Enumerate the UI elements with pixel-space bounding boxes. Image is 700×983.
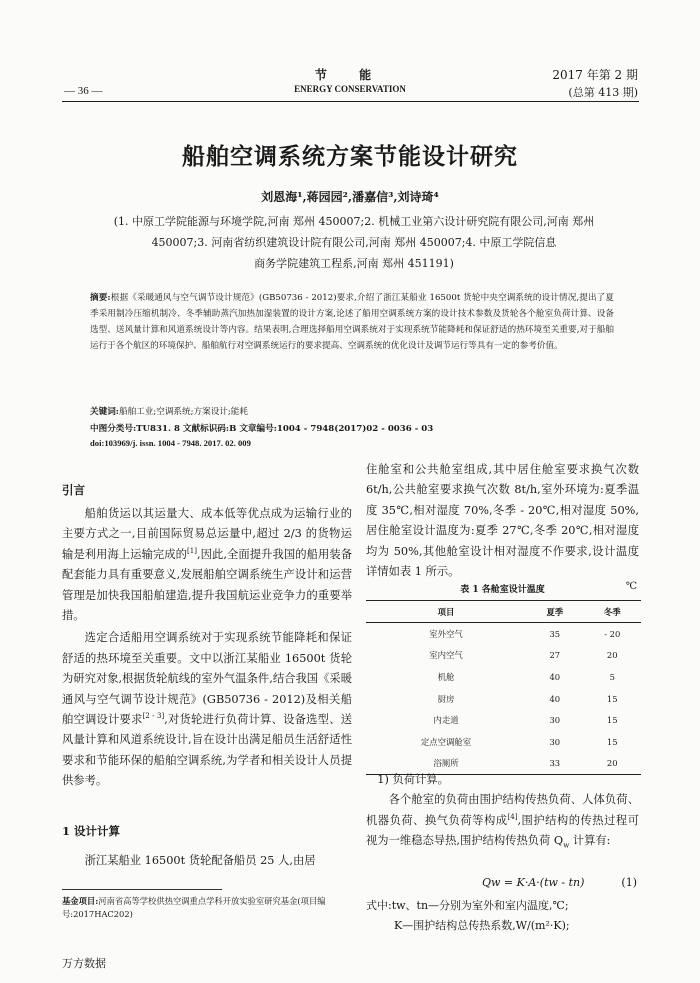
paragraph: 浙江某船业 16500t 货轮配备船员 25 人,由居 — [84, 854, 316, 867]
table-cell: 机舱 — [437, 671, 455, 682]
table-cell: 内走道 — [433, 715, 459, 726]
paragraph-text: ,因此,全面提升我国的船用装备配套能力具有重要意义,发展船舶空调系统生产设计和运营管理是加快我国船舶建造,提升我国航运业竞争力的重要举措。 — [62, 547, 352, 623]
table-cell: 15 — [606, 715, 618, 726]
table-cell: 定点空调舱室 — [420, 736, 472, 747]
doi: doi:103969/j. issn. 1004 - 7948. 2017. 02. 009 — [90, 438, 251, 448]
subscript: w — [563, 841, 570, 850]
paragraph-text: 计算有: — [569, 834, 611, 848]
section-1-heading: 1 设计计算 — [62, 824, 121, 838]
table-cell: 20 — [606, 650, 618, 661]
table-cell: 40 — [549, 693, 561, 704]
table-row — [366, 645, 641, 667]
intro-heading: 引言 — [62, 483, 85, 497]
right-body-bottom — [366, 770, 639, 856]
equation-number: (1) — [621, 876, 637, 889]
paragraph: 住舱室和公共舱室组成,其中居住舱室要求换气次数 6t/h,公共舱室要求换气次数 8t/h,室外环境为:夏季温度 35℃,相对湿度 70%,冬季 - 20℃,相对湿度 50%,居住舱室设计温度为:夏季 27℃,冬季 20℃,相对湿度均为 50%,其他舱室设计相对湿度不作要求,设计温度详情如表 1 所示。 — [366, 463, 639, 579]
page-number: — 36 — — [64, 85, 103, 97]
keywords-text: 船舶工业;空调系统;方案设计;能耗 — [118, 407, 248, 417]
paragraph-text: ,对货轮进行负荷计算、设备选型、送风量计算和风道系统设计,旨在设计出满足船员生活舒适性要求和节能环保的船舶空调系统,为学者和相关设计人员提供参考。 — [62, 713, 353, 788]
journal-name-english: ENERGY CONSERVATION — [294, 84, 406, 94]
table-row — [366, 709, 641, 731]
definition-line: K—围护结构总传热系数,W/(m²·K); — [394, 919, 570, 932]
equation-definitions — [366, 896, 639, 936]
section-1-body — [62, 851, 352, 871]
table-cell: 浴厕所 — [366, 753, 526, 775]
paragraph-text: 船舶货运以其运量大、成本低等优点成为运输行业的主要方式之一,目前国际贸易总运量中,超过 2/3 的货物运输是利用海上运输完成的 — [62, 507, 352, 561]
header-rule — [62, 101, 639, 102]
footnote-rule — [62, 889, 222, 890]
abstract-text: 根据《采暖通风与空气调节设计规范》(GB50736 - 2012)要求,介绍了浙江某船业 16500t 货轮中央空调系统的设计情况,提出了夏季采用制冷压缩机制冷、冬季辅助蒸汽加热加湿装置的设计方案,论述了船用空调系统方案的设计技术参数及货轮各个舱室负荷计算、设备选型、送风量计算和风道系统设计等内容。结果表明,合理选择船用空调系统对于实现系统节能降耗和保证舒适的热环境至关重要,对于船舶运行于各个航区的环境保护、船舶航行对空调系统运行的要求提高、空调系统的优化设计及调节运行等具有一定的参考价值。 — [90, 293, 614, 351]
table-unit: ℃ — [625, 581, 637, 592]
table-cell: 15 — [606, 693, 618, 704]
table-cell: 厨房 — [437, 693, 455, 704]
paragraph — [62, 628, 352, 791]
paragraph — [62, 504, 352, 626]
paragraph-text: 各个舱室的负荷由围护结构传热负荷、人体负荷、机器负荷、换气负荷等构成 — [366, 793, 639, 827]
table-cell: 5 — [609, 671, 615, 682]
table-cell: 15 — [606, 736, 618, 747]
table-header-row — [366, 601, 641, 623]
citation: [4] — [507, 813, 518, 822]
citation: [1] — [187, 547, 197, 556]
funding-label: 基金项目: — [62, 896, 99, 906]
table-row — [366, 666, 641, 688]
table-cell: 30 — [549, 736, 561, 747]
classification-line: 中图分类号:TU831. 8 文献标识码:B 文章编号:1004 - 7948(2017)02 - 0036 - 03 — [90, 424, 434, 434]
column-header: 项目 — [366, 601, 526, 623]
citation: [2 - 3] — [142, 712, 165, 721]
funding-note — [62, 895, 352, 921]
definition-line: 式中:tw、tn—分别为室外和室内温度,℃; — [366, 899, 569, 912]
table-cell: 40 — [549, 671, 561, 682]
footer-watermark: 万方数据 — [62, 957, 106, 970]
paragraph-text: 选定合适船用空调系统对于实现系统节能降耗和保证舒适的热环境至关重要。文中以浙江某船业 16500t 货轮为研究对象,根据货轮航线的室外气温条件,结合我国《采暖通风与空气调节设计规范》(GB50736 - 2012)及相关船舶空调设计要求 — [62, 631, 352, 727]
table-cell: 33 — [526, 753, 583, 775]
table-cell: 27 — [549, 650, 561, 661]
right-body-top — [366, 460, 639, 582]
abstract-label: 摘要: — [90, 293, 111, 303]
affiliations — [70, 211, 638, 274]
affiliation-line: 450007;3. 河南省纺织建筑设计院有限公司,河南 郑州 450007;4. 中原工学院信息 — [151, 236, 557, 249]
abstract — [90, 291, 614, 355]
table-cell: - 20 — [604, 628, 621, 639]
issue-label: 2017 年第 2 期 — [552, 68, 638, 82]
table-cell: 20 — [584, 753, 641, 775]
table-cell: 35 — [549, 628, 561, 639]
paragraph — [366, 790, 639, 855]
column-header: 冬季 — [584, 601, 641, 623]
journal-name: 节 能 — [314, 68, 386, 82]
intro-body — [62, 504, 352, 792]
table-cell: 室外空气 — [429, 628, 463, 639]
author-list: 刘恩海¹,蒋园园²,潘嘉信³,刘诗琦⁴ — [261, 190, 439, 204]
column-header: 夏季 — [526, 601, 583, 623]
table-cell: 30 — [549, 715, 561, 726]
affiliation-line: 商务学院建筑工程系,河南 郑州 451191) — [254, 257, 454, 270]
keywords-label: 关键词: — [90, 407, 119, 417]
design-temperature-table — [366, 600, 641, 775]
paper-title: 船舶空调系统方案节能设计研究 — [182, 143, 518, 170]
total-issue-label: (总第 413 期) — [568, 86, 638, 99]
subheading: 1) 负荷计算。 — [377, 773, 449, 786]
table-row — [366, 623, 641, 645]
funding-text: 河南省高等学校供热空调重点学科开放实验室研究基金(项目编号:2017HAC202) — [62, 896, 326, 919]
affiliation-line: (1. 中原工学院能源与环境学院,河南 郑州 450007;2. 机械工业第六设计研究院有限公司,河南 郑州 — [113, 215, 595, 228]
paragraph-text: ,围护结构的传热过程可视为一维稳态导热,围护结构传热负荷 Q — [366, 813, 639, 848]
table-title: 表 1 各舱室设计温度 — [460, 585, 545, 595]
table-row — [366, 688, 641, 710]
table-cell: 室内空气 — [429, 650, 463, 661]
keywords — [90, 405, 248, 417]
table-row — [366, 731, 641, 753]
equation-expression: Qw = K·A·(tw - tn) — [482, 876, 585, 889]
